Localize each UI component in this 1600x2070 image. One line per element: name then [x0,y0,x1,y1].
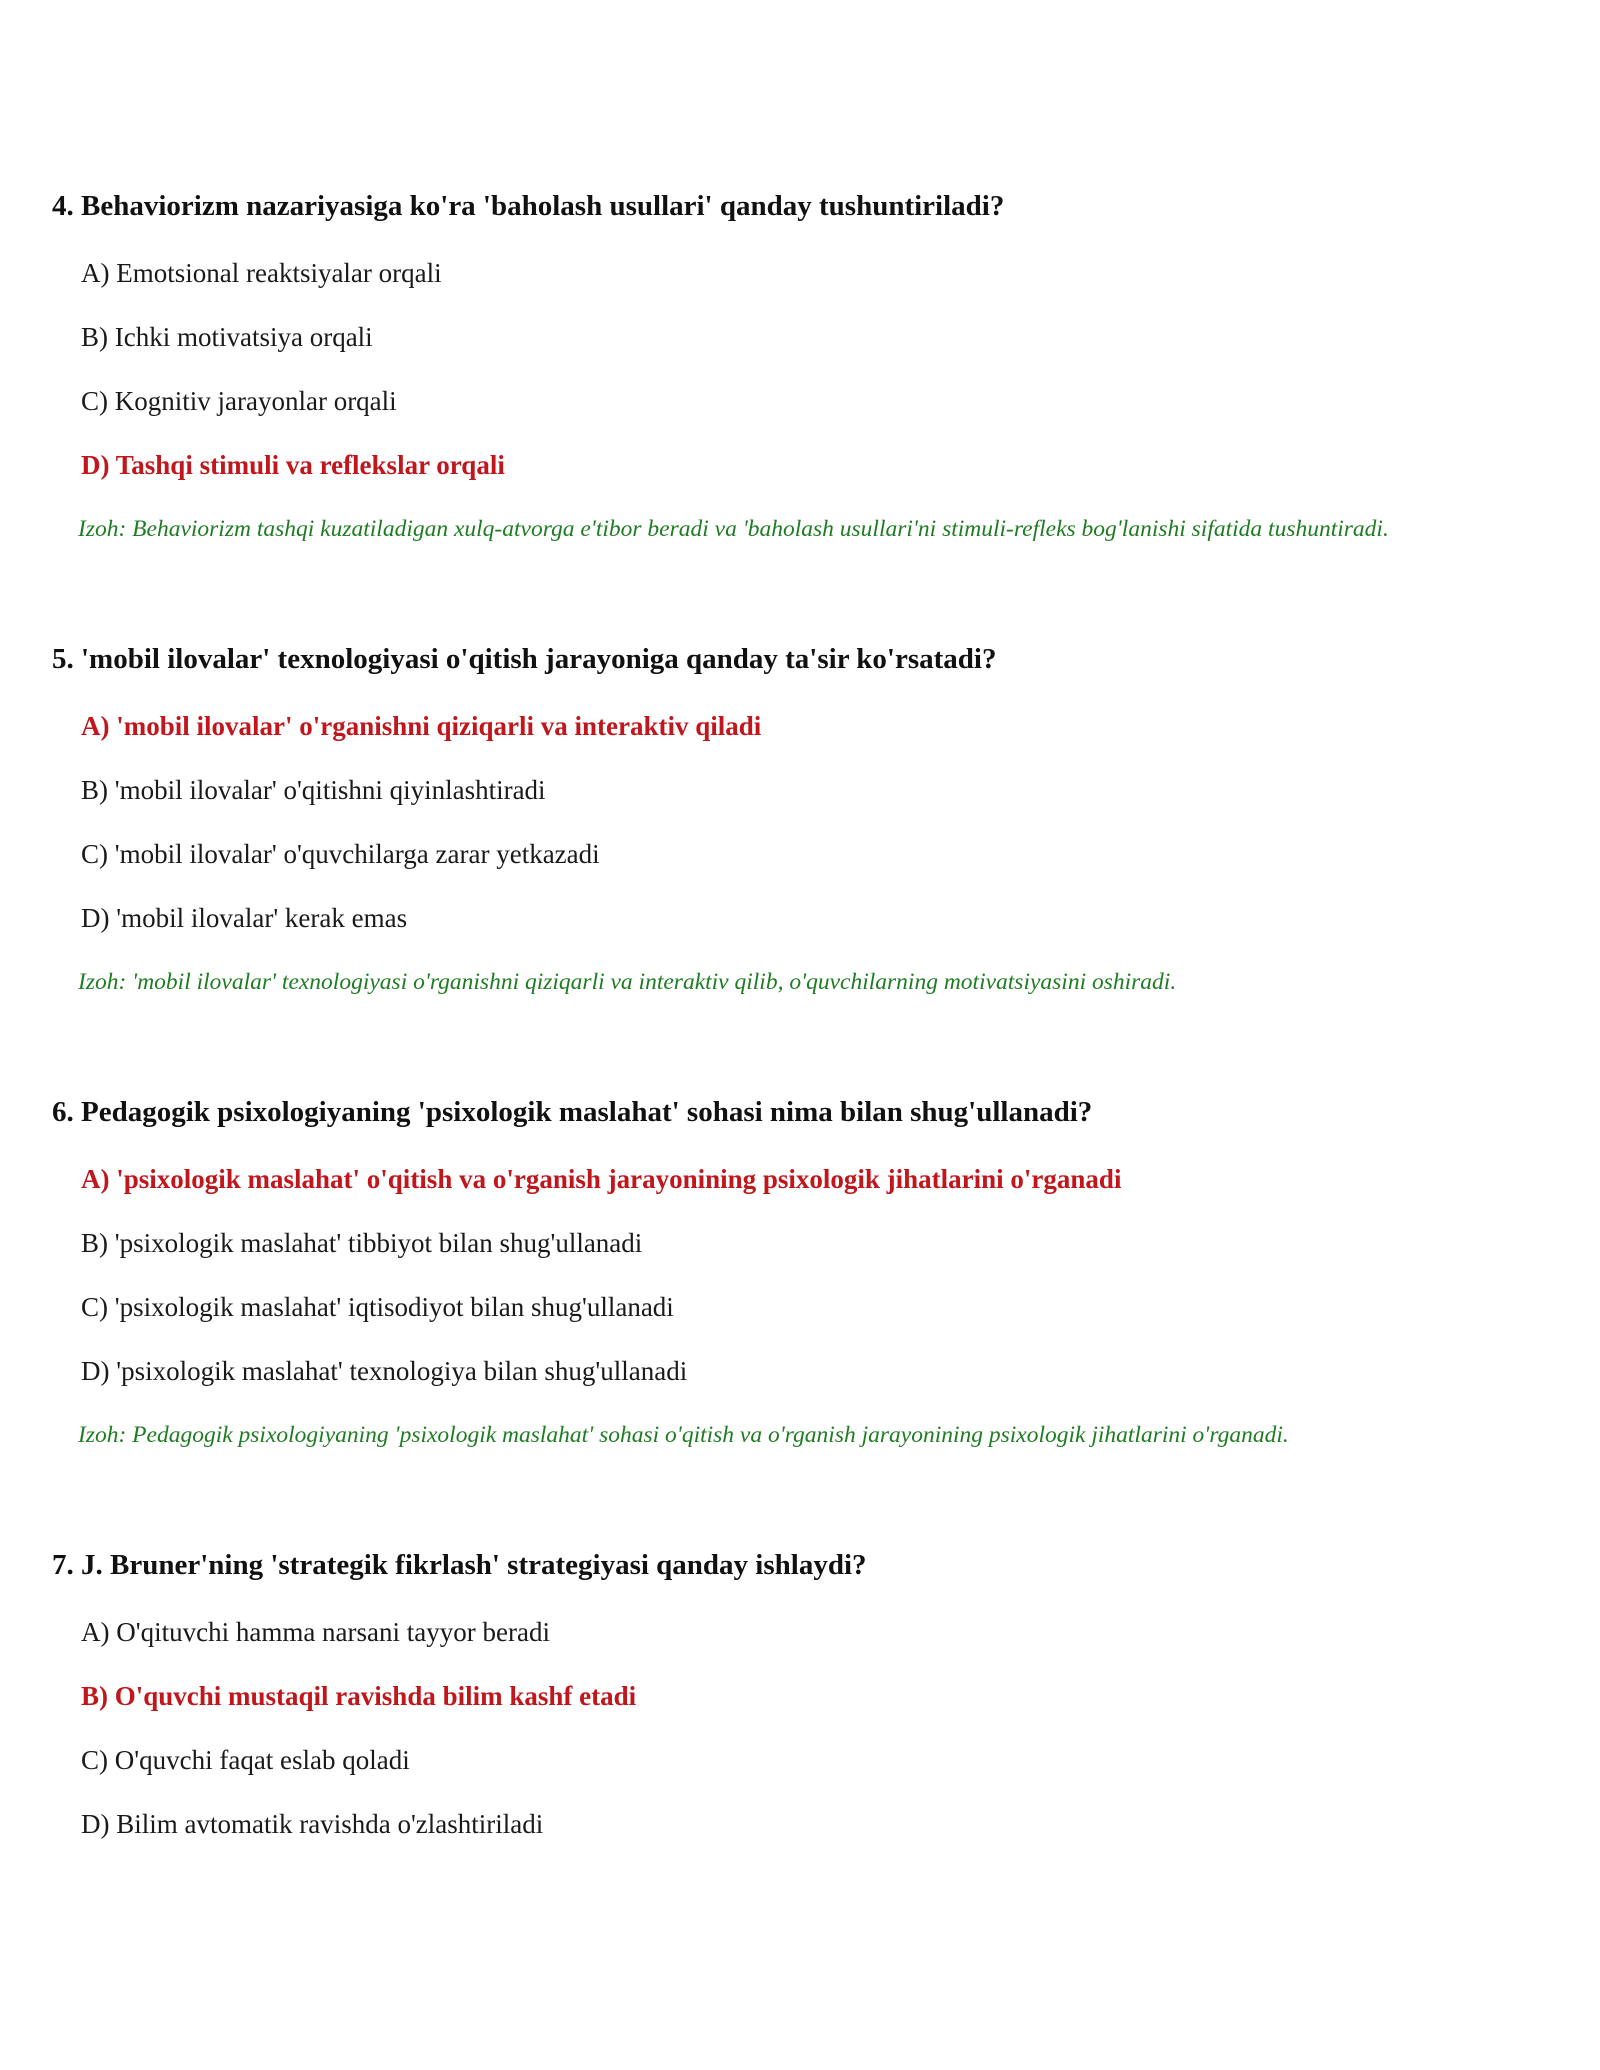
question-title: 6. Pedagogik psixologiyaning 'psixologik maslahat' sohasi nima bilan shug'ullanadi? [52,1096,1093,1128]
explanation-note: Izoh: Behaviorizm tashqi kuzatiladigan xulq-atvorga e'tibor beradi va 'baholash usullari'ni stimuli-refleks bog'lanishi sifatida tushuntiradi. [78,516,1389,542]
answer-option-b: B) 'mobil ilovalar' o'qitishni qiyinlashtiradi [81,775,546,805]
question-title: 4. Behaviorizm nazariyasiga ko'ra 'baholash usullari' qanday tushuntiriladi? [52,190,1005,222]
answer-option-c: C) 'psixologik maslahat' iqtisodiyot bilan shug'ullanadi [81,1292,674,1322]
answer-option-d: D) 'mobil ilovalar' kerak emas [81,903,408,933]
answer-option-c: C) 'mobil ilovalar' o'quvchilarga zarar yetkazadi [81,839,600,869]
answer-option-b: B) Ichki motivatsiya orqali [81,322,373,352]
question-title: 5. 'mobil ilovalar' texnologiyasi o'qitish jarayoniga qanday ta'sir ko'rsatadi? [52,643,997,675]
question-title: 7. J. Bruner'ning 'strategik fikrlash' strategiyasi qanday ishlaydi? [52,1549,867,1581]
answer-option-d: D) Bilim avtomatik ravishda o'zlashtiriladi [81,1809,544,1839]
answer-option-a-correct: A) 'mobil ilovalar' o'rganishni qiziqarli va interaktiv qiladi [81,711,762,741]
answer-option-d-correct: D) Tashqi stimuli va reflekslar orqali [81,450,505,480]
answer-option-d: D) 'psixologik maslahat' texnologiya bilan shug'ullanadi [81,1356,688,1386]
answer-option-a-correct: A) 'psixologik maslahat' o'qitish va o'rganish jarayonining psixologik jihatlarini o'rganadi [81,1164,1122,1194]
answer-option-a: A) Emotsional reaktsiyalar orqali [81,258,442,288]
explanation-note: Izoh: 'mobil ilovalar' texnologiyasi o'rganishni qiziqarli va interaktiv qilib, o'quvchilarning motivatsiyasini oshiradi. [78,969,1177,995]
answer-option-b-correct: B) O'quvchi mustaqil ravishda bilim kashf etadi [81,1681,637,1711]
answer-option-c: C) Kognitiv jarayonlar orqali [81,386,397,416]
answer-option-a: A) O'qituvchi hamma narsani tayyor beradi [81,1617,550,1647]
answer-option-b: B) 'psixologik maslahat' tibbiyot bilan shug'ullanadi [81,1228,643,1258]
answer-option-c: C) O'quvchi faqat eslab qoladi [81,1745,410,1775]
explanation-note: Izoh: Pedagogik psixologiyaning 'psixologik maslahat' sohasi o'qitish va o'rganish jarayonining psixologik jihatlarini o'rganadi. [78,1422,1289,1448]
